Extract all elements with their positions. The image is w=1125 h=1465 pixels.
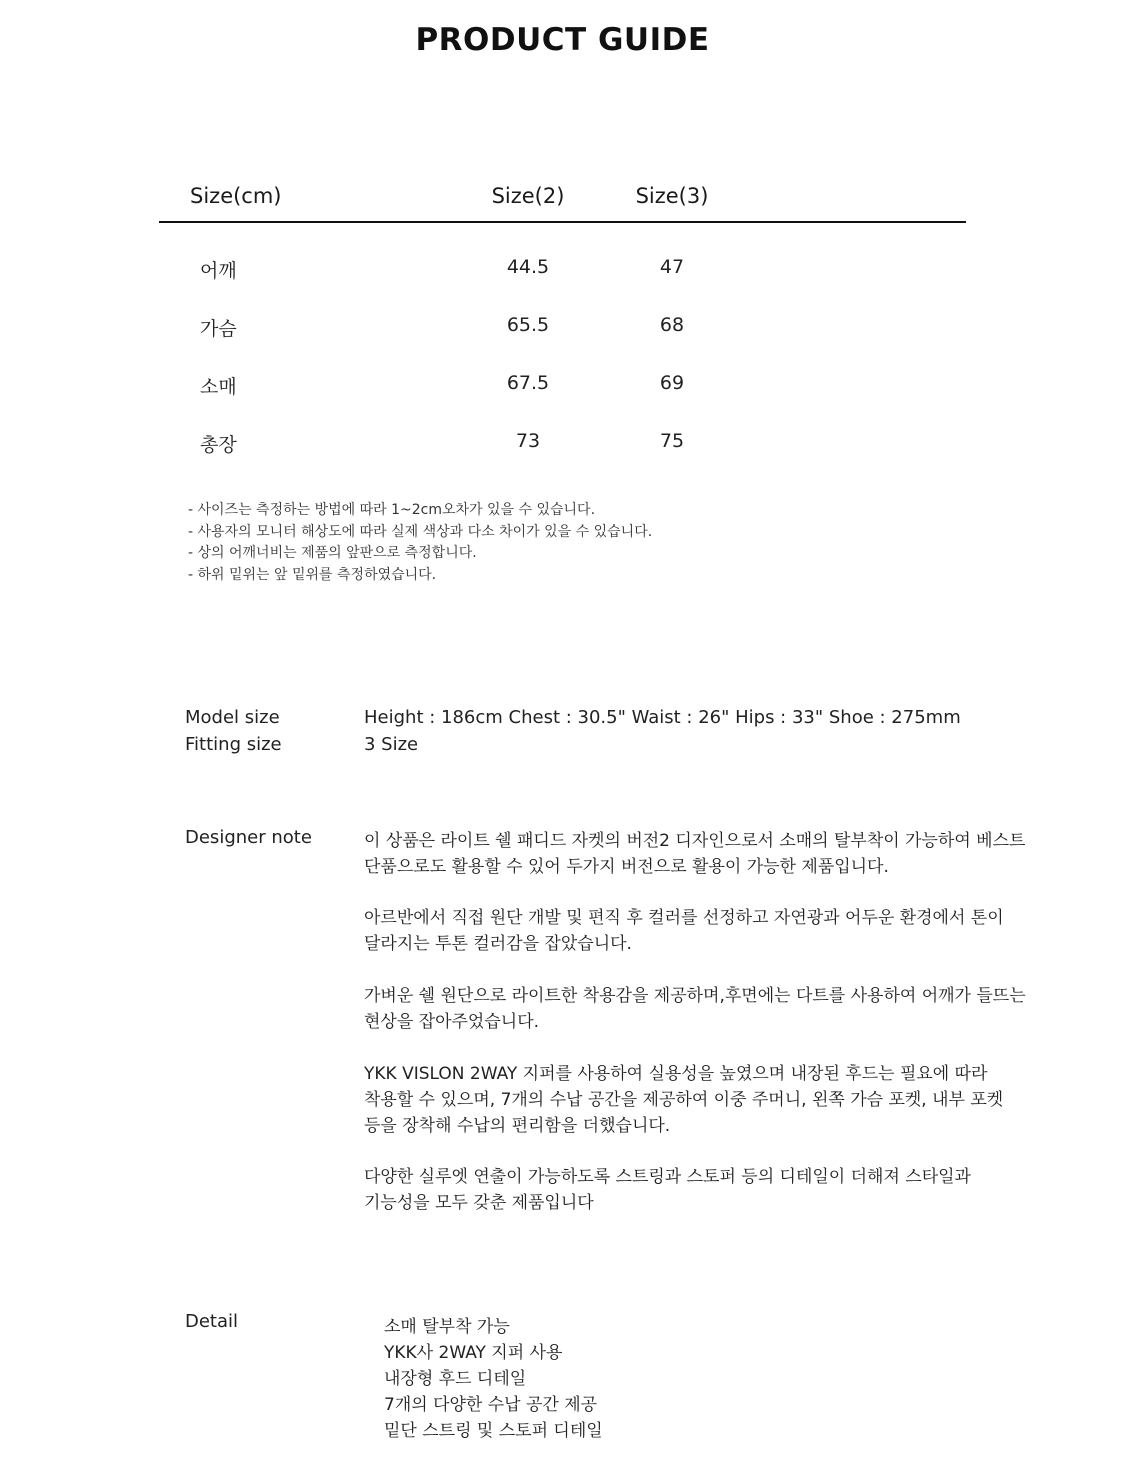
size-row-label-length: 총장 [200, 434, 237, 456]
designer-note-line: 착용할 수 있으며, 7개의 수납 공간을 제공하여 이중 주머니, 왼쪽 가슴 포켓, 내부 포켓 [364, 1090, 1004, 1110]
size-row-chest-size-2: 65.5 [506, 314, 550, 336]
size-table-header-label: Size(cm) [190, 184, 282, 208]
detail-item: 7개의 다양한 수납 공간 제공 [384, 1395, 598, 1415]
designer-note-line: 현상을 잡아주었습니다. [364, 1012, 540, 1032]
designer-note-line: YKK VISLON 2WAY 지퍼를 사용하여 실용성을 높였으며 내장된 후드는 필요에 따라 [364, 1064, 988, 1084]
designer-note-line: 달라지는 투톤 컬러감을 잡았습니다. [364, 934, 632, 954]
size-table-header-size-2: Size(2) [491, 184, 565, 208]
size-note: - 상의 어깨너비는 제품의 앞판으로 측정합니다. [188, 545, 477, 561]
detail-item: 밑단 스트링 및 스토퍼 디테일 [384, 1421, 603, 1441]
designer-note-line: 단품으로도 활용할 수 있어 두가지 버전으로 활용이 가능한 제품입니다. [364, 857, 889, 877]
size-row-label-chest: 가슴 [200, 318, 237, 340]
designer-note-line: 이 상품은 라이트 쉘 패디드 자켓의 버전2 디자인으로서 소매의 탈부착이 가능하여 베스트 [364, 831, 1026, 851]
size-row-chest-size-3: 68 [659, 314, 685, 336]
size-row-sleeve-size-2: 67.5 [506, 372, 550, 394]
model-size-value: Height : 186cm Chest : 30.5" Waist : 26" Hips : 33" Shoe : 275mm [364, 707, 961, 728]
size-row-label-sleeve: 소매 [200, 376, 237, 398]
size-row-shoulder-size-3: 47 [659, 256, 685, 278]
designer-note-line: 기능성을 모두 갖춘 제품입니다 [364, 1193, 594, 1213]
fitting-size-value: 3 Size [364, 734, 419, 755]
size-table-header-size-3: Size(3) [635, 184, 709, 208]
designer-note-paragraph [364, 828, 1084, 880]
designer-note-line: 다양한 실루엣 연출이 가능하도록 스트링과 스토퍼 등의 디테일이 더해져 스타일과 [364, 1167, 971, 1187]
size-row-length-size-2: 73 [515, 430, 541, 452]
model-size-label: Model size [185, 707, 280, 728]
detail-item: 소매 탈부착 가능 [384, 1317, 510, 1337]
designer-note-paragraph [364, 983, 1084, 1035]
size-row-length-size-3: 75 [659, 430, 685, 452]
size-note: - 하위 밑위는 앞 밑위를 측정하였습니다. [188, 567, 437, 583]
designer-note-line: 등을 장착해 수납의 편리함을 더했습니다. [364, 1116, 671, 1136]
detail-item: 내장형 후드 디테일 [384, 1369, 527, 1389]
designer-note-paragraph [364, 1061, 1084, 1139]
designer-note-line: 아르반에서 직접 원단 개발 및 편직 후 컬러를 선정하고 자연광과 어두운 환경에서 톤이 [364, 908, 1004, 928]
page-title: PRODUCT GUIDE [415, 22, 710, 58]
size-row-label-shoulder: 어깨 [200, 260, 237, 282]
designer-note-paragraph [364, 1164, 1084, 1216]
size-row-shoulder-size-2: 44.5 [506, 256, 550, 278]
size-table-divider [159, 221, 966, 223]
detail-item: YKK사 2WAY 지퍼 사용 [384, 1343, 563, 1363]
size-row-sleeve-size-3: 69 [659, 372, 685, 394]
size-note: - 사용자의 모니터 해상도에 따라 실제 색상과 다소 차이가 있을 수 있습니다. [188, 524, 653, 540]
fitting-size-label: Fitting size [185, 734, 282, 755]
detail-label: Detail [185, 1311, 239, 1332]
designer-note-line: 가벼운 쉘 원단으로 라이트한 착용감을 제공하며,후면에는 다트를 사용하여 어깨가 들뜨는 [364, 986, 1026, 1006]
size-note: - 사이즈는 측정하는 방법에 따라 1~2cm오차가 있을 수 있습니다. [188, 502, 596, 518]
designer-note-paragraph [364, 905, 1084, 957]
designer-note-label: Designer note [185, 827, 312, 848]
